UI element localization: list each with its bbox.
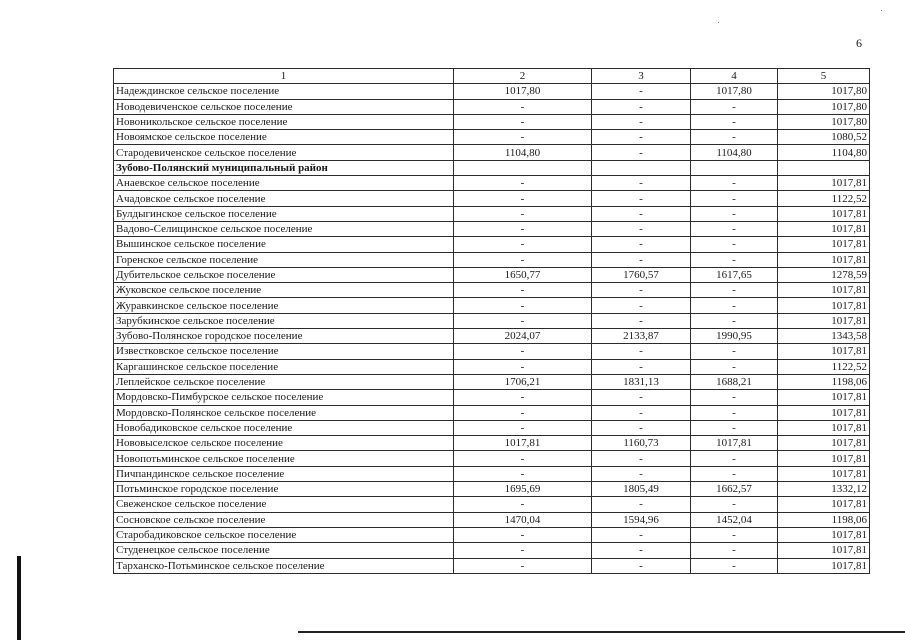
value-cell-col3: - (592, 527, 691, 542)
value-cell-col5: 1017,81 (778, 420, 870, 435)
value-cell-col4: 1452,04 (691, 512, 778, 527)
table-row (114, 543, 870, 558)
value-cell-col4: - (691, 405, 778, 420)
value-cell-col5: 1017,81 (778, 283, 870, 298)
table-row (114, 344, 870, 359)
value-cell-col2: - (454, 451, 592, 466)
value-cell-col2: 1470,04 (454, 512, 592, 527)
value-cell-col3: - (592, 283, 691, 298)
settlement-name-cell: Надеждинское сельское поселение (114, 84, 454, 99)
value-cell-col3: - (592, 237, 691, 252)
value-cell-col5: 1017,81 (778, 405, 870, 420)
value-cell-col5: 1198,06 (778, 374, 870, 389)
value-cell-col4: - (691, 527, 778, 542)
value-cell-col2: 1650,77 (454, 267, 592, 282)
value-cell-col5: 1017,81 (778, 298, 870, 313)
value-cell-col2: 1017,80 (454, 84, 592, 99)
value-cell-col3: - (592, 130, 691, 145)
value-cell-col3: - (592, 466, 691, 481)
settlement-name-cell: Вышинское сельское поселение (114, 237, 454, 252)
value-cell-col4 (691, 160, 778, 175)
value-cell-col4: - (691, 130, 778, 145)
value-cell-col4: - (691, 451, 778, 466)
value-cell-col3: - (592, 451, 691, 466)
table-row (114, 298, 870, 313)
value-cell-col2: - (454, 283, 592, 298)
value-cell-col5: 1017,81 (778, 221, 870, 236)
table-row (114, 374, 870, 389)
value-cell-col3: - (592, 206, 691, 221)
value-cell-col2: - (454, 237, 592, 252)
table-row (114, 451, 870, 466)
value-cell-col4: 1662,57 (691, 482, 778, 497)
value-cell-col2: - (454, 114, 592, 129)
table-row (114, 252, 870, 267)
table-row (114, 390, 870, 405)
value-cell-col3: 1160,73 (592, 436, 691, 451)
table-row (114, 512, 870, 527)
value-cell-col5: 1017,80 (778, 114, 870, 129)
value-cell-col3: - (592, 84, 691, 99)
table-row (114, 237, 870, 252)
value-cell-col4: 1104,80 (691, 145, 778, 160)
value-cell-col3: - (592, 176, 691, 191)
settlement-name-cell: Новоникольское сельское поселение (114, 114, 454, 129)
value-cell-col2: 1706,21 (454, 374, 592, 389)
value-cell-col4: - (691, 497, 778, 512)
value-cell-col3: - (592, 390, 691, 405)
table-row (114, 176, 870, 191)
value-cell-col5: 1017,81 (778, 543, 870, 558)
settlement-name-cell: Пичпандинское сельское поселение (114, 466, 454, 481)
value-cell-col4: - (691, 176, 778, 191)
table-row (114, 221, 870, 236)
value-cell-col3: - (592, 497, 691, 512)
table-row (114, 558, 870, 573)
value-cell-col4: - (691, 237, 778, 252)
settlement-name-cell: Зубово-Полянское городское поселение (114, 329, 454, 344)
value-cell-col5: 1104,80 (778, 145, 870, 160)
table-row (114, 329, 870, 344)
settlement-name-cell: Леплейское сельское поселение (114, 374, 454, 389)
value-cell-col3: - (592, 221, 691, 236)
settlement-name-cell: Новобадиковское сельское поселение (114, 420, 454, 435)
value-cell-col2: - (454, 558, 592, 573)
value-cell-col3: - (592, 298, 691, 313)
value-cell-col3: 1760,57 (592, 267, 691, 282)
value-cell-col4: - (691, 558, 778, 573)
value-cell-col5: 1017,80 (778, 84, 870, 99)
district-row (114, 160, 870, 175)
value-cell-col2: - (454, 252, 592, 267)
header-cell: 5 (778, 69, 870, 84)
value-cell-col3: 1805,49 (592, 482, 691, 497)
value-cell-col3: - (592, 344, 691, 359)
value-cell-col5: 1122,52 (778, 191, 870, 206)
value-cell-col2: 1104,80 (454, 145, 592, 160)
settlement-name-cell: Зарубкинское сельское поселение (114, 313, 454, 328)
value-cell-col4: - (691, 466, 778, 481)
value-cell-col4: 1017,80 (691, 84, 778, 99)
settlement-name-cell: Свеженское сельское поселение (114, 497, 454, 512)
value-cell-col5: 1017,81 (778, 252, 870, 267)
value-cell-col4: 1688,21 (691, 374, 778, 389)
value-cell-col4: - (691, 114, 778, 129)
table-row (114, 527, 870, 542)
settlement-name-cell: Горенское сельское поселение (114, 252, 454, 267)
table-row (114, 497, 870, 512)
value-cell-col2: - (454, 405, 592, 420)
value-cell-col2: - (454, 176, 592, 191)
table-row (114, 466, 870, 481)
value-cell-col3: - (592, 191, 691, 206)
value-cell-col4: 1990,95 (691, 329, 778, 344)
settlement-name-cell: Жуковское сельское поселение (114, 283, 454, 298)
value-cell-col4: - (691, 313, 778, 328)
value-cell-col4: - (691, 99, 778, 114)
value-cell-col5: 1017,80 (778, 99, 870, 114)
value-cell-col4: 1017,81 (691, 436, 778, 451)
value-cell-col5: 1332,12 (778, 482, 870, 497)
header-cell: 1 (114, 69, 454, 84)
settlement-name-cell: Мордовско-Пимбурское сельское поселение (114, 390, 454, 405)
settlement-name-cell: Стародевиченское сельское поселение (114, 145, 454, 160)
value-cell-col2: 2024,07 (454, 329, 592, 344)
value-cell-col3: - (592, 99, 691, 114)
value-cell-col5: 1017,81 (778, 558, 870, 573)
table-row (114, 191, 870, 206)
value-cell-col5: 1122,52 (778, 359, 870, 374)
table-row (114, 405, 870, 420)
table-header-row (114, 69, 870, 84)
table-row (114, 145, 870, 160)
settlement-name-cell: Каргашинское сельское поселение (114, 359, 454, 374)
table-row (114, 313, 870, 328)
value-cell-col5: 1017,81 (778, 497, 870, 512)
value-cell-col2: - (454, 191, 592, 206)
table-row (114, 436, 870, 451)
value-cell-col4: - (691, 298, 778, 313)
table-row (114, 420, 870, 435)
header-cell: 2 (454, 69, 592, 84)
value-cell-col2: - (454, 420, 592, 435)
settlement-name-cell: Журавкинское сельское поселение (114, 298, 454, 313)
value-cell-col2: - (454, 390, 592, 405)
scan-artifact-dot (718, 22, 719, 23)
value-cell-col3: - (592, 252, 691, 267)
value-cell-col3: - (592, 114, 691, 129)
value-cell-col2: - (454, 221, 592, 236)
settlement-name-cell: Анаевское сельское поселение (114, 176, 454, 191)
value-cell-col2: - (454, 543, 592, 558)
value-cell-col3: - (592, 313, 691, 328)
value-cell-col5: 1017,81 (778, 344, 870, 359)
value-cell-col4: - (691, 359, 778, 374)
value-cell-col4: - (691, 344, 778, 359)
value-cell-col4: - (691, 283, 778, 298)
value-cell-col2: - (454, 497, 592, 512)
table-row (114, 99, 870, 114)
scan-artifact-bottom-line (298, 631, 905, 633)
table-row (114, 84, 870, 99)
value-cell-col5: 1017,81 (778, 527, 870, 542)
value-cell-col2: - (454, 99, 592, 114)
settlement-name-cell: Вадово-Селищинское сельское поселение (114, 221, 454, 236)
value-cell-col5: 1017,81 (778, 451, 870, 466)
settlement-name-cell: Потьминское городское поселение (114, 482, 454, 497)
table-row (114, 283, 870, 298)
header-cell: 3 (592, 69, 691, 84)
settlement-name-cell: Новодевиченское сельское поселение (114, 99, 454, 114)
header-cell: 4 (691, 69, 778, 84)
value-cell-col2: - (454, 359, 592, 374)
settlement-name-cell: Нововыселское сельское поселение (114, 436, 454, 451)
value-cell-col2: - (454, 344, 592, 359)
value-cell-col2: - (454, 206, 592, 221)
value-cell-col4: - (691, 252, 778, 267)
settlement-name-cell: Дубительское сельское поселение (114, 267, 454, 282)
value-cell-col2: - (454, 466, 592, 481)
settlement-name-cell: Новоямское сельское поселение (114, 130, 454, 145)
settlement-name-cell: Мордовско-Полянское сельское поселение (114, 405, 454, 420)
value-cell-col5: 1080,52 (778, 130, 870, 145)
settlement-name-cell: Новопотьминское сельское поселение (114, 451, 454, 466)
table-row (114, 482, 870, 497)
value-cell-col5: 1017,81 (778, 436, 870, 451)
settlement-name-cell: Ачадовское сельское поселение (114, 191, 454, 206)
value-cell-col4: - (691, 221, 778, 236)
scan-artifact-left-bar (17, 556, 21, 640)
table-row (114, 267, 870, 282)
table-row (114, 206, 870, 221)
value-cell-col4: - (691, 390, 778, 405)
value-cell-col3: - (592, 558, 691, 573)
value-cell-col5: 1017,81 (778, 206, 870, 221)
value-cell-col4: - (691, 191, 778, 206)
value-cell-col5: 1017,81 (778, 466, 870, 481)
value-cell-col3: 1831,13 (592, 374, 691, 389)
value-cell-col2 (454, 160, 592, 175)
page-number: 6 (856, 36, 862, 50)
settlement-name-cell: Известковское сельское поселение (114, 344, 454, 359)
value-cell-col5: 1017,81 (778, 313, 870, 328)
settlement-name-cell: Булдыгинское сельское поселение (114, 206, 454, 221)
value-cell-col2: - (454, 313, 592, 328)
value-cell-col5: 1017,81 (778, 176, 870, 191)
value-cell-col2: - (454, 130, 592, 145)
table-row (114, 114, 870, 129)
value-cell-col3: - (592, 543, 691, 558)
settlement-name-cell: Сосновское сельское поселение (114, 512, 454, 527)
table-row (114, 130, 870, 145)
value-cell-col3: - (592, 420, 691, 435)
value-cell-col4: - (691, 206, 778, 221)
value-cell-col5: 1278,59 (778, 267, 870, 282)
value-cell-col2: - (454, 527, 592, 542)
value-cell-col2: 1695,69 (454, 482, 592, 497)
value-cell-col4: 1617,65 (691, 267, 778, 282)
value-cell-col4: - (691, 420, 778, 435)
value-cell-col4: - (691, 543, 778, 558)
value-cell-col2: 1017,81 (454, 436, 592, 451)
value-cell-col3: - (592, 359, 691, 374)
scan-artifact-dot (881, 10, 882, 11)
value-cell-col3: - (592, 145, 691, 160)
settlement-name-cell: Тарханско-Потьминское сельское поселение (114, 558, 454, 573)
value-cell-col5: 1198,06 (778, 512, 870, 527)
tariff-table (113, 68, 870, 574)
value-cell-col3: 1594,96 (592, 512, 691, 527)
value-cell-col3 (592, 160, 691, 175)
table-row (114, 359, 870, 374)
value-cell-col5: 1017,81 (778, 237, 870, 252)
value-cell-col3: 2133,87 (592, 329, 691, 344)
value-cell-col5 (778, 160, 870, 175)
settlement-name-cell: Зубово-Полянский муниципальный район (114, 160, 454, 175)
value-cell-col5: 1343,58 (778, 329, 870, 344)
settlement-name-cell: Студенецкое сельское поселение (114, 543, 454, 558)
settlement-name-cell: Старобадиковское сельское поселение (114, 527, 454, 542)
value-cell-col2: - (454, 298, 592, 313)
value-cell-col3: - (592, 405, 691, 420)
value-cell-col5: 1017,81 (778, 390, 870, 405)
